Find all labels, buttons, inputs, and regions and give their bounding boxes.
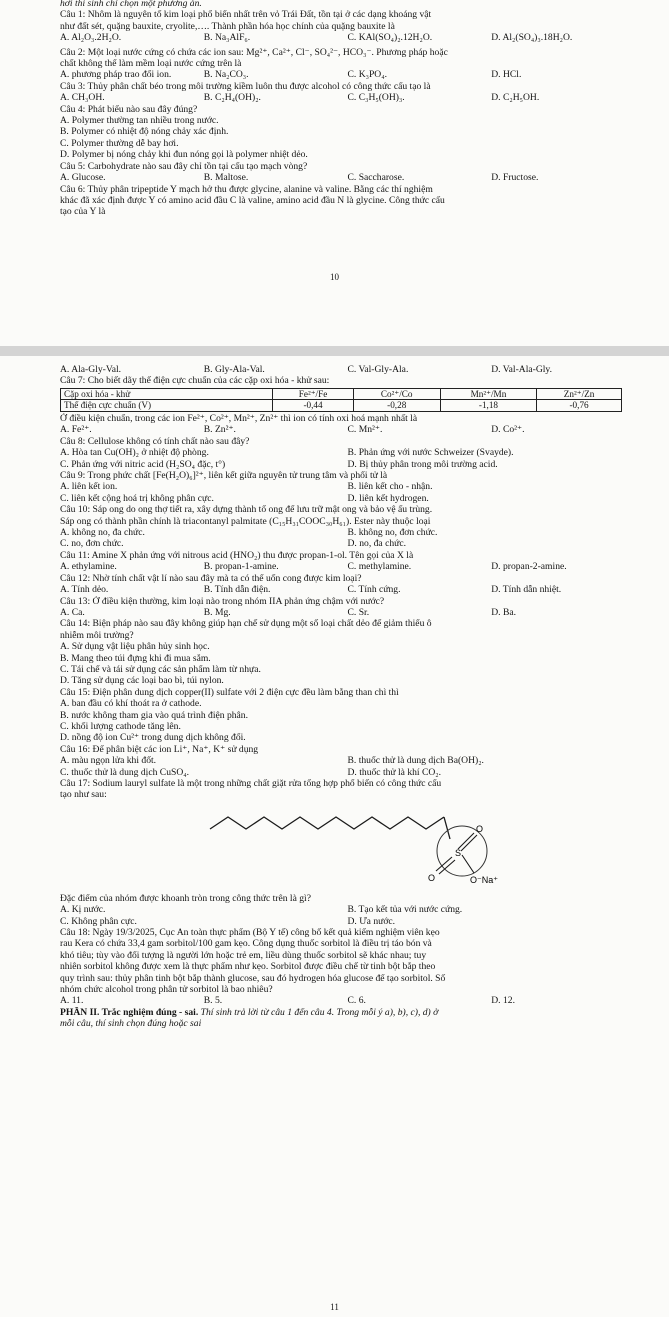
option-a: A. Hòa tan Cu(OH)₂ ở nhiệt độ phòng. xyxy=(60,447,209,459)
option-c: C. Tái chế và tái sử dụng các sản phẩm làm từ nhựa. xyxy=(60,663,261,675)
question-18-line: quy trình sau: thủy phân tinh bột bắp thành glucose, sau đó hydrogen hóa glucose để tạo sorbitol. Số xyxy=(60,972,446,984)
option-b: B. nước không tham gia vào quá trình điện phân. xyxy=(60,709,248,721)
option-b: B. Tạo kết tủa với nước cứng. xyxy=(347,904,463,916)
question-8-stem: Câu 8: Cellulose không có tính chất nào sau đây? xyxy=(60,435,250,447)
question-12-stem: Câu 12: Nhờ tính chất vật lí nào sau đây mà ta có thể uốn cong được kim loại? xyxy=(60,572,362,584)
question-18-options xyxy=(60,995,635,1006)
option-c: C. thuốc thử là dung dịch CuSO₄. xyxy=(60,766,189,778)
question-8-options-row2 xyxy=(60,459,635,470)
question-5-options xyxy=(60,172,635,183)
option-d: D. Ba. xyxy=(491,606,517,618)
option-b: B. Tính dẫn điện. xyxy=(203,584,271,596)
option-d: D. HCl. xyxy=(491,69,522,81)
option-b: B. 5. xyxy=(203,995,223,1007)
o-na-label: O⁻Na⁺ xyxy=(470,874,499,885)
question-18-line: nhiên sorbitol không được xem là thực phẩm như kẹo. Sorbitol được điều chế từ tinh bột bắp theo xyxy=(60,961,436,973)
table-row xyxy=(61,388,622,400)
part-2-instruction-cont: mỗi câu, thí sinh chọn đúng hoặc sai xyxy=(60,1018,202,1030)
sulfur-label: S xyxy=(455,847,462,858)
question-17-options-row1 xyxy=(60,904,635,915)
page-number: 11 xyxy=(330,1302,339,1312)
option-d: D. Ưa nước. xyxy=(347,915,396,927)
table-header-cell: Thế điện cực chuẩn (V) xyxy=(61,400,273,412)
question-9-stem: Câu 9: Trong phức chất [Fe(H₂O)₆]²⁺, liên kết giữa nguyên tử trung tâm và phối tử là xyxy=(60,470,388,482)
question-18-line: Câu 18: Ngày 19/3/2025, Cục An toàn thực phẩm (Bộ Y tế) công bố kết quả kiểm nghiệm viên kẹo xyxy=(60,927,440,939)
question-8-options-row1 xyxy=(60,447,635,458)
option-d: D. C₂H₅OH. xyxy=(491,92,540,104)
option-a: A. Al₂O₃.2H₂O. xyxy=(60,32,122,44)
part-2-instruction: Thí sinh trả lời từ câu 1 đến câu 4. Trong mỗi ý a), b), c), d) ở xyxy=(198,1006,439,1018)
option-d: D. Al₂(SO₄)₃.18H₂O. xyxy=(491,32,573,44)
table-cell: Mn²⁺/Mn xyxy=(440,388,536,400)
question-6-options xyxy=(60,364,635,375)
question-1-stem-cont: như đất sét, quặng bauxite, cryolite,…. Thành phần hóa học chính của quặng bauxite là xyxy=(60,20,395,32)
option-a: A. màu ngọn lửa khi đốt. xyxy=(60,755,157,767)
question-16-stem: Câu 16: Để phân biệt các ion Li⁺, Na⁺, K⁺ sử dụng xyxy=(60,743,259,755)
question-17-stem: Câu 17: Sodium lauryl sulfate là một trong những chất giặt rửa tổng hợp phổ biến có công thức cấu xyxy=(60,778,442,789)
question-14-stem-cont: nhiễm môi trường? xyxy=(60,629,134,641)
question-13-stem: Câu 13: Ở điều kiện thường, kim loại nào trong nhóm IIA phản ứng chậm với nước? xyxy=(60,595,385,607)
option-a: A. CH₃OH. xyxy=(60,92,105,104)
option-b: B. liên kết cho - nhận. xyxy=(347,481,433,493)
question-11-options xyxy=(60,561,635,572)
option-c: C. Tính cứng. xyxy=(347,584,401,596)
question-6-stem-end: tạo của Y là xyxy=(60,206,106,218)
option-b: B. Na₃AlF₆. xyxy=(203,32,251,44)
option-d: D. Tính dẫn nhiệt. xyxy=(491,584,562,596)
question-5-stem: Câu 5: Carbohydrate nào sau đây chỉ tồn tại cấu tạo mạch vòng? xyxy=(60,160,308,172)
question-2-stem-cont: chất không thể làm mềm loại nước cứng trên là xyxy=(60,58,242,70)
page-number: 10 xyxy=(330,272,339,282)
question-18-line: nhóm chức alcohol trong phân tử sorbitol là bao nhiêu? xyxy=(60,984,273,996)
option-a: A. Glucose. xyxy=(60,172,106,184)
question-12-options xyxy=(60,584,635,595)
option-a: A. Sử dụng vật liệu phân hủy sinh học. xyxy=(60,641,210,653)
option-a: A. Polymer thường tan nhiều trong nước. xyxy=(60,115,219,127)
option-a: A. không no, đa chức. xyxy=(60,527,145,539)
option-d: D. thuốc thử là khí CO₂. xyxy=(347,766,442,778)
option-a: A. 11. xyxy=(60,995,84,1007)
option-c: C. Sr. xyxy=(347,606,370,618)
question-3-options xyxy=(60,92,635,103)
table-cell: Zn²⁺/Zn xyxy=(537,388,622,400)
option-b: B. Polymer có nhiệt độ nóng chảy xác định. xyxy=(60,126,229,138)
question-11-stem: Câu 11: Amine X phản ứng với nitrous acid (HNO₂) thu được propan-1-ol. Tên gọi của X là xyxy=(60,549,414,561)
option-c: C. K₃PO₄. xyxy=(347,69,387,81)
question-7-options xyxy=(60,424,635,435)
option-b: B. propan-1-amine. xyxy=(203,561,279,573)
option-a: A. ban đầu có khí thoát ra ở cathode. xyxy=(60,698,202,710)
question-15-stem: Câu 15: Điện phân dung dịch copper(II) sulfate với 2 điện cực đều làm bằng than chì thì xyxy=(60,686,399,698)
option-c: C. Không phân cực. xyxy=(60,915,137,927)
exam-page-11 xyxy=(0,356,669,1317)
option-c: C. khối lượng cathode tăng lên. xyxy=(60,720,181,732)
table-cell: -0,44 xyxy=(273,400,353,412)
option-d: D. liên kết hydrogen. xyxy=(347,492,429,504)
option-d: D. no, đa chức. xyxy=(347,538,406,550)
option-a: A. Kị nước. xyxy=(60,904,106,916)
option-c: C. Saccharose. xyxy=(347,172,405,184)
option-d: D. Bị thủy phân trong môi trường acid. xyxy=(347,458,498,470)
option-c: C. KAl(SO₄)₂.12H₂O. xyxy=(347,32,433,44)
sodium-lauryl-sulfate-structure xyxy=(60,803,622,891)
question-17-question: Đặc điểm của nhóm được khoanh tròn trong công thức trên là gì? xyxy=(60,892,311,904)
option-c: C. no, đơn chức. xyxy=(60,538,124,550)
option-d: D. Val-Ala-Gly. xyxy=(491,364,552,375)
option-b: B. Mang theo túi đựng khi đi mua sắm. xyxy=(60,652,211,664)
option-a: A. Fe²⁺. xyxy=(60,424,92,436)
question-7-stem: Câu 7: Cho biết dãy thế điện cực chuẩn của các cặp oxi hóa - khử sau: xyxy=(60,375,330,387)
table-cell: -1,18 xyxy=(440,400,536,412)
exam-page-10 xyxy=(0,0,669,346)
question-9-options-row1 xyxy=(60,481,635,492)
skeletal-formula-icon xyxy=(200,803,500,891)
question-10-stem: Câu 10: Sáp ong do ong thợ tiết ra, xây dựng thành tổ ong để lưu trữ mật ong và bảo vệ ấu trùng. xyxy=(60,504,433,516)
o-s-bond xyxy=(444,817,450,839)
option-d: D. Co²⁺. xyxy=(491,424,525,436)
question-1-options xyxy=(60,32,635,43)
potential-table xyxy=(60,388,622,412)
option-c: C. Polymer thường dễ bay hơi. xyxy=(60,137,179,149)
question-6-stem-cont: khác đã xác định được Y có amino acid đầu C là valine, amino acid đầu N là glycine. Công thức cấu xyxy=(60,194,445,206)
option-d: D. nồng độ ion Cu²⁺ trong dung dịch không đổi. xyxy=(60,732,246,744)
option-a: A. ethylamine. xyxy=(60,561,117,573)
option-c: C. C₃H₅(OH)₃. xyxy=(347,92,405,104)
option-b: B. Gly-Ala-Val. xyxy=(203,364,265,375)
question-18-line: rau Kera có chứa 33,4 gam sorbitol/100 gam kẹo. Công dụng thuốc sorbitol là điều trị táo bón và xyxy=(60,938,432,950)
question-2-options xyxy=(60,69,635,80)
option-b: B. không no, đơn chức. xyxy=(347,527,438,539)
part-2-title: PHẦN II. Trắc nghiệm đúng - sai. xyxy=(60,1006,199,1018)
option-b: B. Zn²⁺. xyxy=(203,424,236,436)
option-c: C. Phản ứng với nitric acid (H₂SO₄ đặc, t°) xyxy=(60,458,226,470)
option-b: B. Mg. xyxy=(203,606,231,618)
question-3-stem: Câu 3: Thủy phân chất béo trong môi trường kiềm luôn thu được alcohol có công thức cấu tạo là xyxy=(60,80,431,92)
oxygen-label: O xyxy=(428,872,436,883)
option-c: C. liên kết cộng hoá trị không phân cực. xyxy=(60,492,214,504)
option-b: B. thuốc thử là dung dịch Ba(OH)₂. xyxy=(347,755,484,767)
table-row xyxy=(61,400,622,412)
option-c: C. Mn²⁺. xyxy=(347,424,383,436)
question-4-stem: Câu 4: Phát biểu nào sau đây đúng? xyxy=(60,103,198,115)
option-c: C. Val-Gly-Ala. xyxy=(347,364,409,375)
question-10-options-row2 xyxy=(60,538,635,549)
option-d: D. Tăng sử dụng các loại bao bì, túi nylon. xyxy=(60,675,224,687)
question-1-stem: Câu 1: Nhôm là nguyên tố kim loại phổ biến nhất trên vỏ Trái Đất, tồn tại ở các dạng khoáng vật xyxy=(60,9,432,21)
oxygen-label: O xyxy=(476,823,484,834)
question-10-options-row1 xyxy=(60,527,635,538)
part-2-header xyxy=(60,1007,635,1018)
option-c: C. methylamine. xyxy=(347,561,412,573)
question-16-options-row2 xyxy=(60,767,635,778)
table-header-cell: Cặp oxi hóa - khử xyxy=(61,388,273,400)
option-d: D. 12. xyxy=(491,995,515,1007)
option-b: B. C₂H₄(OH)₂. xyxy=(203,92,261,104)
option-b: B. Maltose. xyxy=(203,172,249,184)
table-cell: -0,28 xyxy=(353,400,440,412)
option-c: C. 6. xyxy=(347,995,366,1007)
question-14-stem: Câu 14: Biện pháp nào sau đây không giúp hạn chế sử dụng một số loại chất dẻo để giảm thiểu ô xyxy=(60,618,432,630)
question-18-line: khó tiêu; tùy vào đối tượng là người lớn hoặc trẻ em, liều dùng thuốc sorbitol sẽ khác nhau; tuy xyxy=(60,949,427,961)
question-17-stem-cont: tạo như sau: xyxy=(60,789,107,801)
option-d: D. Fructose. xyxy=(491,172,539,184)
option-a: A. liên kết ion. xyxy=(60,481,118,493)
question-13-options xyxy=(60,607,635,618)
option-b: B. Phản ứng với nước Schweizer (Svayde). xyxy=(347,447,514,459)
question-9-options-row2 xyxy=(60,493,635,504)
option-d: D. propan-2-amine. xyxy=(491,561,567,573)
option-a: A. Ala-Gly-Val. xyxy=(60,364,122,375)
table-cell: Co²⁺/Co xyxy=(353,388,440,400)
option-b: B. Na₂CO₃. xyxy=(203,69,249,81)
option-d: D. Polymer bị nóng chảy khi đun nóng gọi là polymer nhiệt dẻo. xyxy=(60,149,308,161)
table-cell: Fe²⁺/Fe xyxy=(273,388,353,400)
carbon-chain xyxy=(210,817,444,829)
table-cell: -0,76 xyxy=(537,400,622,412)
option-a: A. phương pháp trao đổi ion. xyxy=(60,69,172,81)
question-17-options-row2 xyxy=(60,916,635,927)
option-a: A. Tính dẻo. xyxy=(60,584,109,596)
question-6-stem: Câu 6: Thủy phân tripeptide Y mạch hở thu được glycine, alanine và valine. Bằng các thí nghiệm xyxy=(60,183,433,195)
s-o-single-bond xyxy=(462,855,474,873)
question-7-stem-cont: Ở điều kiện chuẩn, trong các ion Fe²⁺, Co²⁺, Mn²⁺, Zn²⁺ thì ion có tính oxi hoá mạnh nhất là xyxy=(60,413,418,424)
question-16-options-row1 xyxy=(60,755,635,766)
question-10-stem-cont: Sáp ong có thành phần chính là triacontanyl palmitate (C₁₅H₃₁COOC₃₀H₆₁). Ester này thuộc loại xyxy=(60,515,431,527)
question-2-stem: Câu 2: Một loại nước cứng có chứa các ion sau: Mg²⁺, Ca²⁺, Cl⁻, SO₄²⁻, HCO₃⁻. Phương pháp hoặc xyxy=(60,46,448,58)
option-a: A. Ca. xyxy=(60,606,85,618)
section-instruction: hơi thì sinh chỉ chọn một phương án. xyxy=(60,0,202,9)
